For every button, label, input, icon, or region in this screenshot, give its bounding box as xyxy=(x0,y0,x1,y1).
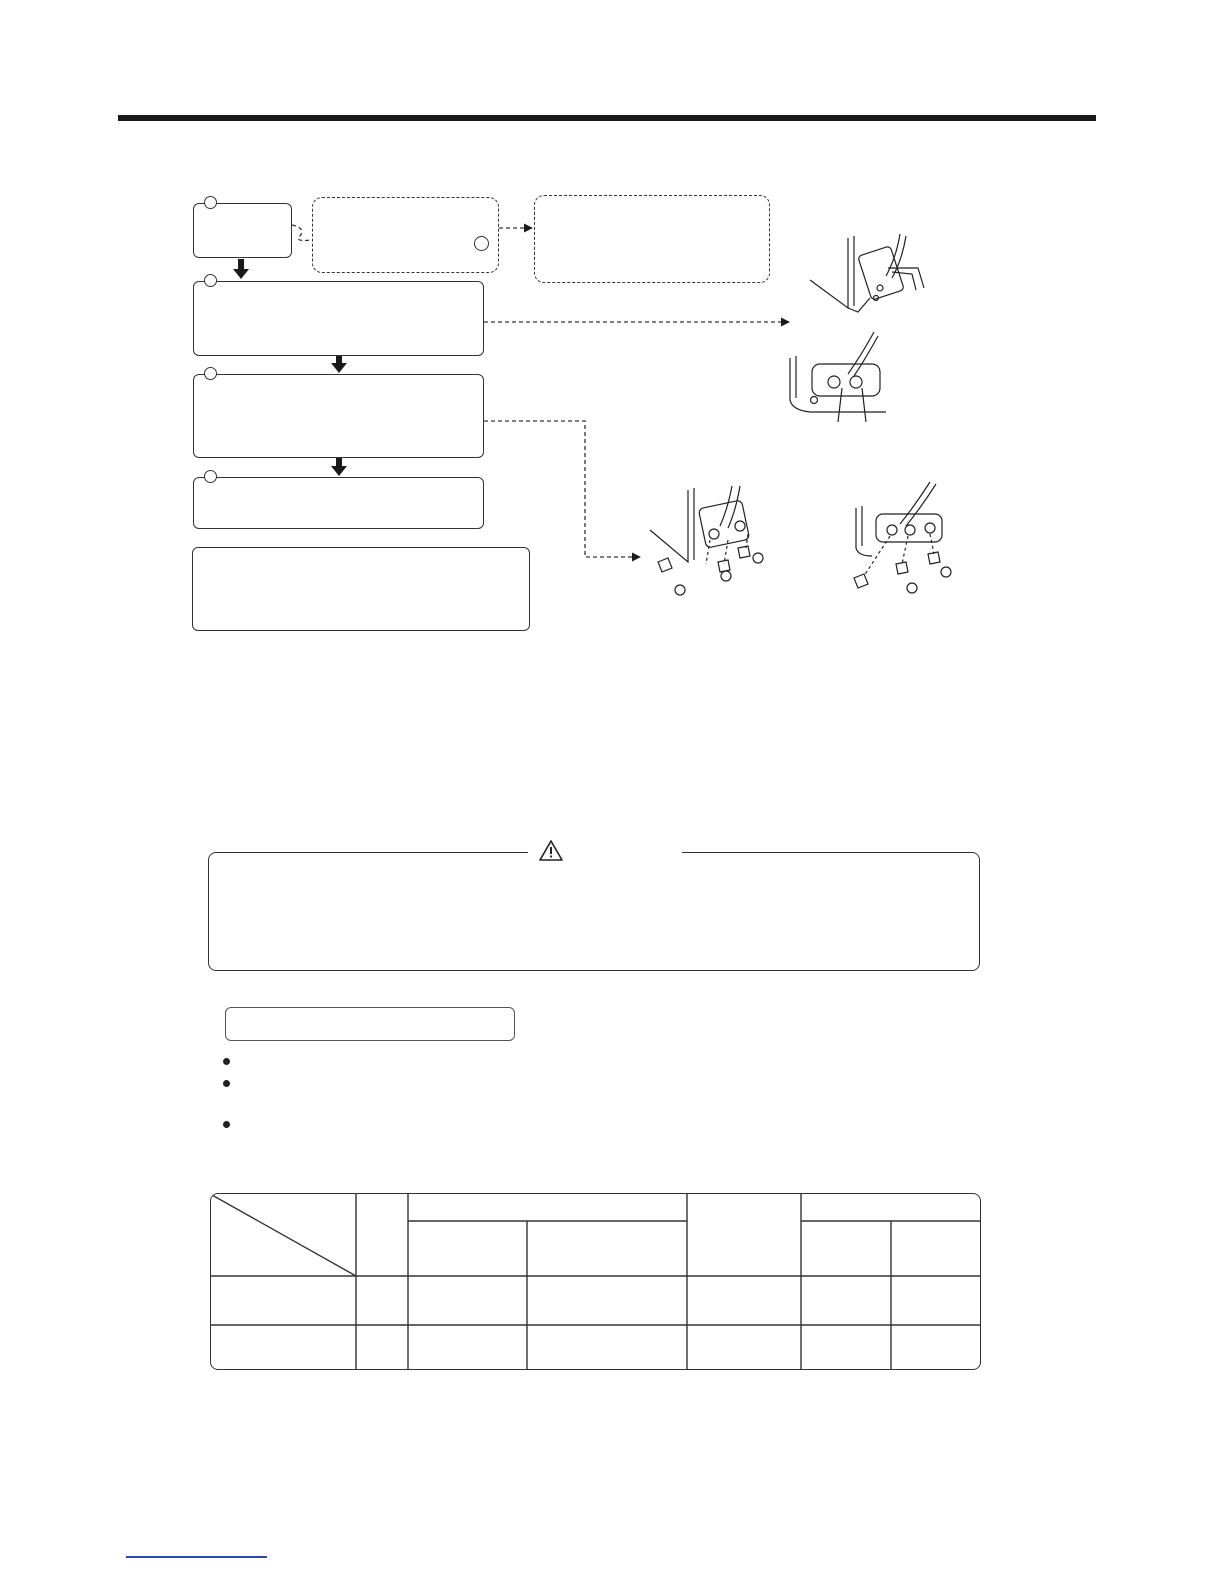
footer-link-underline[interactable] xyxy=(126,1556,267,1558)
bullet-icon xyxy=(223,1058,230,1065)
bullet-icon xyxy=(223,1080,230,1087)
list-item xyxy=(222,1118,982,1134)
valve-illustration-1 xyxy=(800,228,940,318)
bullet-icon xyxy=(223,1121,230,1128)
flowchart xyxy=(0,0,1224,660)
notes-list xyxy=(222,1052,982,1132)
table-grid xyxy=(210,1193,981,1370)
valve-illustration-3 xyxy=(644,478,774,598)
flow-connectors xyxy=(0,0,1224,660)
dashed-link-step3-figure xyxy=(484,421,640,557)
valve-illustration-2 xyxy=(782,328,892,424)
list-item xyxy=(222,1052,982,1068)
caution-box xyxy=(208,852,980,971)
notes-heading-box xyxy=(225,1007,515,1041)
valve-illustration-4 xyxy=(844,478,964,598)
down-arrow-1 xyxy=(233,259,249,279)
list-item xyxy=(222,1075,982,1105)
warning-triangle-icon xyxy=(539,840,563,861)
dashed-link-step1-optional xyxy=(292,225,311,241)
spec-table xyxy=(210,1193,981,1370)
caution-header xyxy=(528,838,682,864)
down-arrow-3 xyxy=(331,458,347,476)
down-arrow-2 xyxy=(331,356,347,373)
